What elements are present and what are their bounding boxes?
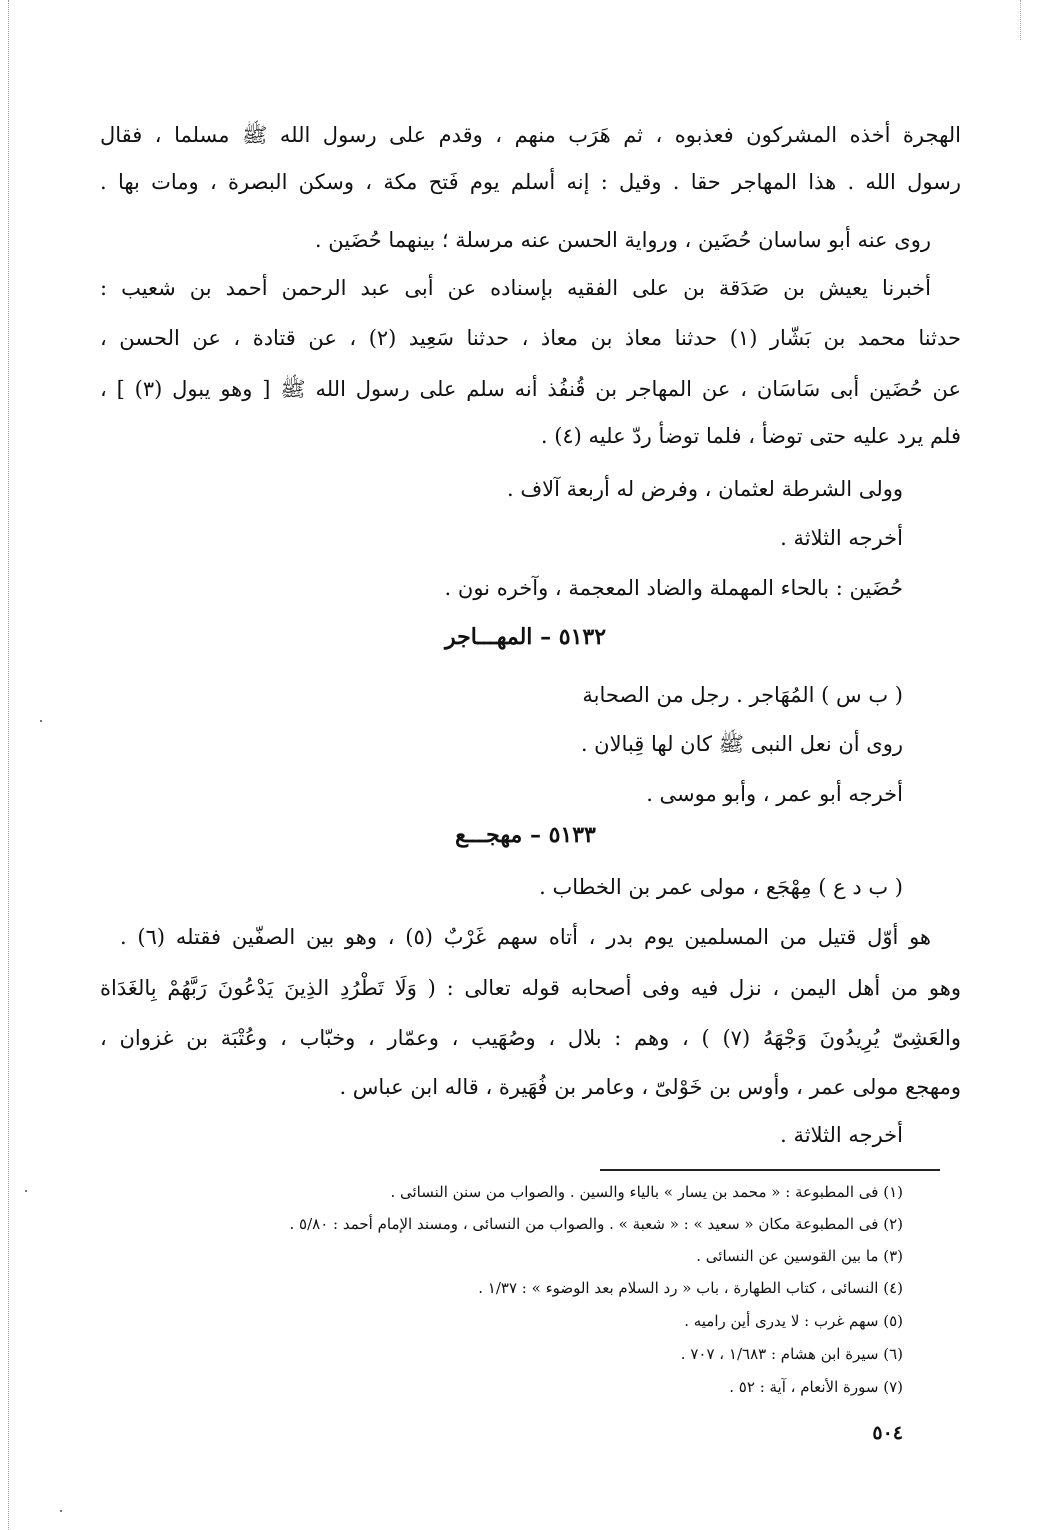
footnote: (٥) سهم غرب : لا يدرى أين راميه .	[684, 1312, 903, 1330]
body-line: والعَشِىّ يُرِيدُونَ وَجْهَهُ (٧) ) ، وهم : بلال ، وصُهَيب ، وعمّار ، وخبّاب ، وعُتْبَة بن غزوان ،	[100, 1026, 961, 1050]
body-line: وهو من أهل اليمن ، نزل فيه وفى أصحابه قوله تعالى : ( وَلَا تَطْرُدِ الذِينَ يَدْعُونَ رَبَّهُمْ بِالغَدَاة	[100, 976, 961, 1000]
footnote-rule	[600, 1169, 940, 1171]
body-line: رسول الله . هذا المهاجر حقا . وقيل : إنه أسلم يوم فَتح مكة ، وسكن البصرة ، ومات بها .	[100, 170, 961, 194]
body-line: فلم يرد عليه حتى توضأ ، فلما توضأ ردّ عليه (٤) .	[540, 424, 961, 448]
scan-speck	[60, 1510, 62, 1512]
entry-heading: ٥١٣٢ – المهـــاجر	[444, 624, 607, 650]
footnote: (٣) ما بين القوسين عن النسائى .	[696, 1247, 903, 1265]
body-line: وولى الشرطة لعثمان ، وفرض له أربعة آلاف .	[507, 477, 903, 501]
body-line: روى أن نعل النبى ﷺ كان لها قِبالان .	[580, 732, 903, 756]
footnote: (٦) سيرة ابن هشام : ١/٦٨٣ ، ٧٠٧ .	[680, 1345, 903, 1363]
body-line: أخرجه الثلاثة .	[780, 526, 903, 550]
body-line: الهجرة أخذه المشركون فعذبوه ، ثم هَرَب منهم ، وقدم على رسول الله ﷺ مسلما ، فقال	[100, 123, 961, 147]
footnote: (١) فى المطبوعة : « محمد بن يسار » بالياء والسين . والصواب من سنن النسائى .	[390, 1183, 903, 1201]
body-line: أخرجه الثلاثة .	[780, 1123, 903, 1147]
body-line: ( ب د ع ) مِهْجَع ، مولى عمر بن الخطاب .	[539, 875, 903, 899]
scan-speck	[40, 720, 42, 722]
body-line: حدثنا محمد بن بَشّار (١) حدثنا معاذ بن معاذ ، حدثنا سَعِيد (٢) ، عن قتادة ، عن الحسن ،	[100, 326, 961, 350]
entry-heading: ٥١٣٣ – مهجـــع	[455, 822, 596, 848]
body-line: هو أوّل قتيل من المسلمين يوم بدر ، أتاه سهم غَرْبٌ (٥) ، وهو بين الصفّين فقتله (٦) .	[120, 925, 932, 949]
body-line: أخبرنا يعيش بن صَدَقة بن على الفقيه بإسناده عن أبى عبد الرحمن أحمد بن شعيب :	[100, 276, 931, 300]
body-line: أخرجه أبو عمر ، وأبو موسى .	[646, 782, 903, 806]
body-line: عن حُضَين أبى سَاسَان ، عن المهاجر بن قُنفُذ أنه سلم على رسول الله ﷺ [ وهو يبول (٣) ] ،	[100, 377, 961, 401]
page-number: ٥٠٤	[872, 1422, 903, 1444]
page-edge-dotted	[8, 0, 9, 1530]
body-line: حُضَين : بالحاء المهملة والضاد المعجمة ، وآخره نون .	[444, 576, 903, 600]
footnote: (٤) النسائى ، كتاب الطهارة ، باب « رد السلام بعد الوضوء » : ١/٣٧ .	[478, 1279, 903, 1297]
footnote: (٧) سورة الأنعام ، آية : ٥٢ .	[729, 1378, 903, 1396]
body-line: ومهجع مولى عمر ، وأوس بن خَوْلىّ ، وعامر بن فُهَيرة ، قاله ابن عباس .	[339, 1075, 961, 1099]
page-edge-dotted-top	[1020, 0, 1021, 40]
body-line: ( ب س ) المُهَاجر . رجل من الصحابة	[582, 683, 903, 707]
footnote: (٢) فى المطبوعة مكان « سعيد » : « شعبة » . والصواب من النسائى ، ومسند الإمام أحمد : ٥/٨٠ .	[289, 1215, 903, 1233]
body-line: روى عنه أبو ساسان حُضَين ، ورواية الحسن عنه مرسلة ؛ بينهما حُضَين .	[314, 228, 931, 252]
scan-speck	[25, 1190, 27, 1192]
